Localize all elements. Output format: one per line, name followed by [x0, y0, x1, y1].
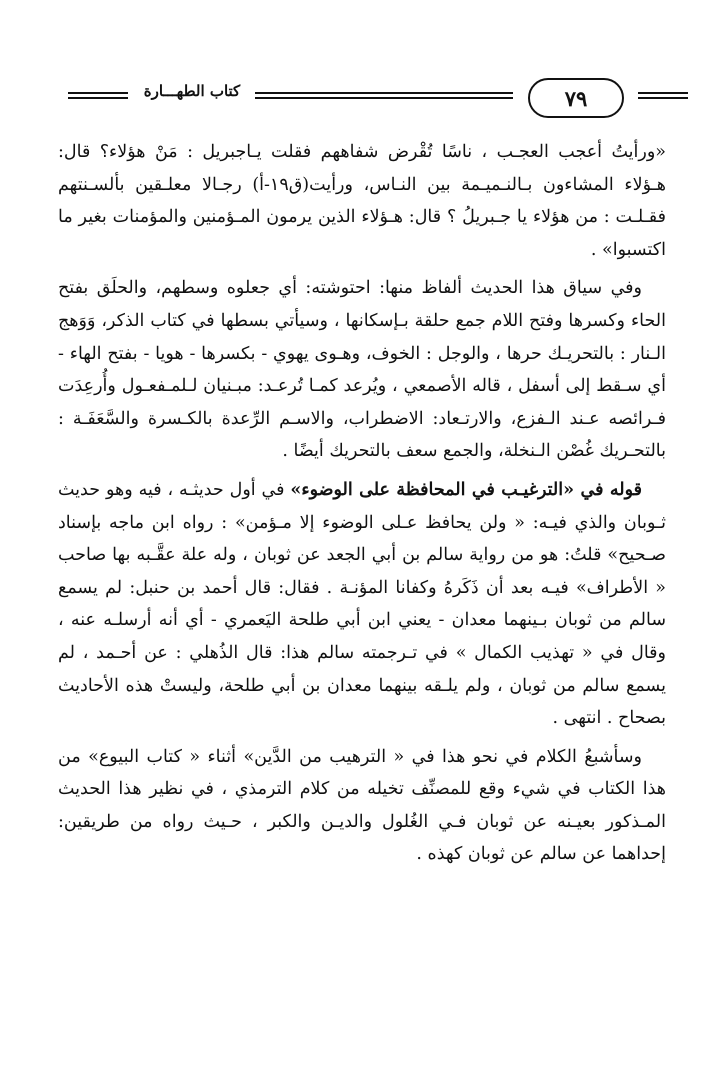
paragraph-3-lead: قوله في «الترغيـب في المحافظة على الوضوء» — [290, 479, 642, 500]
paragraph-1: «ورأيتُ أعجب العجـب ، ناسًا تُقْرض شفاههم فقلت يـاجبريل : مَنْ هؤلاء؟ قال: هـؤلاء المشاءون بـالنـميـمة بين النـاس، ورأيت(ق١٩-أ) رجـالا معلـقين بألسـنتهم فقـلـت : من هؤلاء يا جـبريلُ ؟ قال: هـؤلاء الذين يرمون المـؤمنين والمؤمنات بغير ما اكتسبوا» . — [58, 142, 666, 260]
header-rule-right — [638, 92, 688, 99]
paragraph-3 — [58, 474, 666, 735]
page-header — [60, 76, 670, 120]
header-rule-left — [68, 92, 128, 99]
paragraph-3-body: في أول حديثـه ، فيه وهو حديث ثـوبان والذي فيـه: « ولن يحافظ عـلى الوضوء إلا مـؤمن» : رواه ابن ماجه بإسناد صـحيح» قلتُ: هو من رواية سالم بن أبي الجعد عن ثوبان ، وله علة عقَّـبه بها صاحب « الأطراف» فيـه بعد أن ذَكَرهُ وكفانا المؤنـة . فقال: قال أحمد بن حنبل: لم يسمع سالم من ثوبان بـينهما معدان - يعني ابن أبي طلحة اليَعمري - أي أنه أرسلـه عنه ، وقال في « تهذيب الكمال » في تـرجمته سالم هذا: قال الذُهلي : عن أحـمد ، لم يسمع سالم من ثوبان ، ولم يلـقه بينهما معدان بن أبي طلحة، وليستْ هذه الأحاديث بصحاح . انتهى . — [58, 479, 666, 729]
page-number: ٧٩ — [528, 78, 624, 118]
paragraph-4: وسأشبعُ الكلام في نحو هذا في « الترهيب من الدَّين» أثناء « كتاب البيوع» من هذا الكتاب في شيء وقع للمصنِّف تخيله من كلام الترمذي ، في نظير هذا الحديث المـذكور بعيـنه عن ثوبان فـي الغُلول والديـن والكبر ، حـيث رواه من طريقين: إحداهما عن سالم عن ثوبان كهذه . — [58, 746, 666, 865]
book-title: كتاب الطهـــارة — [143, 82, 241, 100]
page-body — [58, 136, 666, 877]
header-rule-middle — [255, 92, 513, 99]
paragraph-2: وفي سياق هذا الحديث ألفاظ منها: احتوشته: أي جعلوه وسطهم، والحلَق بفتح الحاء وكسرها وفتح اللام جمع حلقة بـإسكانها ، وسيأتي بسطها في كتاب الذكر، وَوَهج الـنار : بالتحريـك حرها ، والوجل : الخوف، وهـوى يهوي - بكسرها - هويا - بفتح الهاء - أي سـقط إلى أسفل ، قاله الأصمعي ، ويُرعد كمـا تُرعـد: مبـنيان لـلمـفعـول وأُرعِدَت فـرائصه عـند الـفزع، والارتـعاد: الاضطراب، والاسـم الرِّعدة بالكـسرة والسَّعَفَـة : بالتحـريك غُصْن الـنخلة، والجمع سعف بالتحريك أيضًا . — [58, 278, 666, 462]
